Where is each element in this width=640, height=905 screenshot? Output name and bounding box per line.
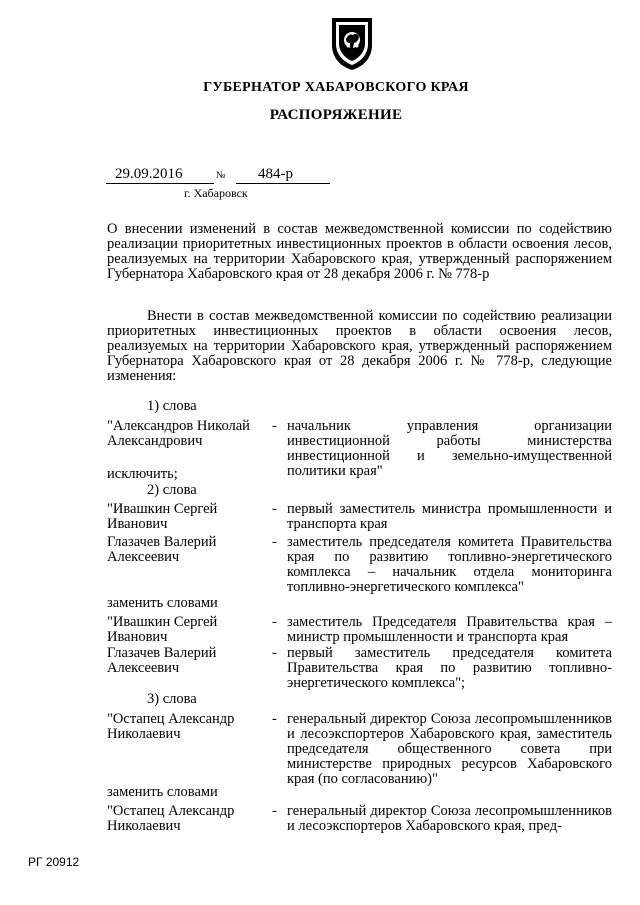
- document-city: г. Хабаровск: [184, 186, 248, 200]
- member-name: "Александров Николай Александрович: [107, 418, 250, 449]
- intro-paragraph: Внести в состав межведомственной комиссии по содействию реализации приоритетных инвестиционных проектов в области освоения лесов, реализуемых на территории Хабаровского края, утвержденный распоряжением Губернатора Хабаровского края от 28 декабря 2006 г. № 778-р, следующие изменения:: [107, 308, 612, 384]
- document-date: 29.09.2016: [115, 166, 183, 182]
- member-position: заместитель Председателя Правительства края – министр промышленности и транспорта края: [287, 614, 612, 645]
- number-sign: №: [216, 170, 226, 181]
- member-dash: -: [272, 418, 277, 434]
- member-position: начальник управления организации инвестиционной работы министерства инвестиционной и земельно-имущественной политики края": [287, 418, 612, 479]
- member-position: генеральный директор Союза лесопромышленников и лесоэкспортеров Хабаровского края, пред-: [287, 803, 612, 834]
- member-dash: -: [272, 645, 277, 661]
- number-underline: [236, 183, 330, 184]
- member-dash: -: [272, 803, 277, 819]
- item-2-label: 2) слова: [147, 482, 197, 498]
- date-underline: [106, 183, 214, 184]
- member-dash: -: [272, 711, 277, 727]
- member-position: генеральный директор Союза лесопромышленников и лесоэкспортеров Хабаровского края, заместитель председателя общественного совета при министерстве природных ресурсов Хабаровского края (по согласованию)": [287, 711, 612, 787]
- member-name: Глазачев Валерий Алексеевич: [107, 645, 217, 676]
- member-name: "Остапец Александр Николаевич: [107, 711, 235, 742]
- registration-code: РГ 20912: [28, 855, 80, 869]
- member-dash: -: [272, 501, 277, 517]
- member-position: первый заместитель министра промышленности и транспорта края: [287, 501, 612, 532]
- member-dash: -: [272, 534, 277, 550]
- item-1-label: 1) слова: [147, 398, 197, 414]
- member-position: заместитель председателя комитета Правительства края по развитию топливно-энергетического комплекса – начальник отдела мониторинга топливно-энергетического комплекса": [287, 534, 612, 595]
- document-number: 484-р: [258, 166, 293, 182]
- item-3-label: 3) слова: [147, 691, 197, 707]
- exclude-text: исключить;: [107, 466, 178, 482]
- member-name: "Ивашкин Сергей Иванович: [107, 501, 218, 532]
- coat-of-arms-icon: [329, 15, 375, 71]
- document-subject: О внесении изменений в состав межведомственной комиссии по содействию реализации приоритетных инвестиционных проектов в области освоения лесов, реализуемых на территории Хабаровского края, утвержденный распоряжением Губернатора Хабаровского края от 28 декабря 2006 г. № 778-р: [107, 221, 612, 282]
- replace-text: заменить словами: [107, 595, 218, 611]
- member-name: Глазачев Валерий Алексеевич: [107, 534, 217, 565]
- document-type: РАСПОРЯЖЕНИЕ: [269, 107, 403, 123]
- member-dash: -: [272, 614, 277, 630]
- issuing-authority: ГУБЕРНАТОР ХАБАРОВСКОГО КРАЯ: [203, 80, 469, 95]
- member-name: "Остапец Александр Николаевич: [107, 803, 235, 834]
- replace-text: заменить словами: [107, 784, 218, 800]
- member-name: "Ивашкин Сергей Иванович: [107, 614, 218, 645]
- member-position: первый заместитель председателя комитета Правительства края по развитию топливно-энергетического комплекса";: [287, 645, 612, 691]
